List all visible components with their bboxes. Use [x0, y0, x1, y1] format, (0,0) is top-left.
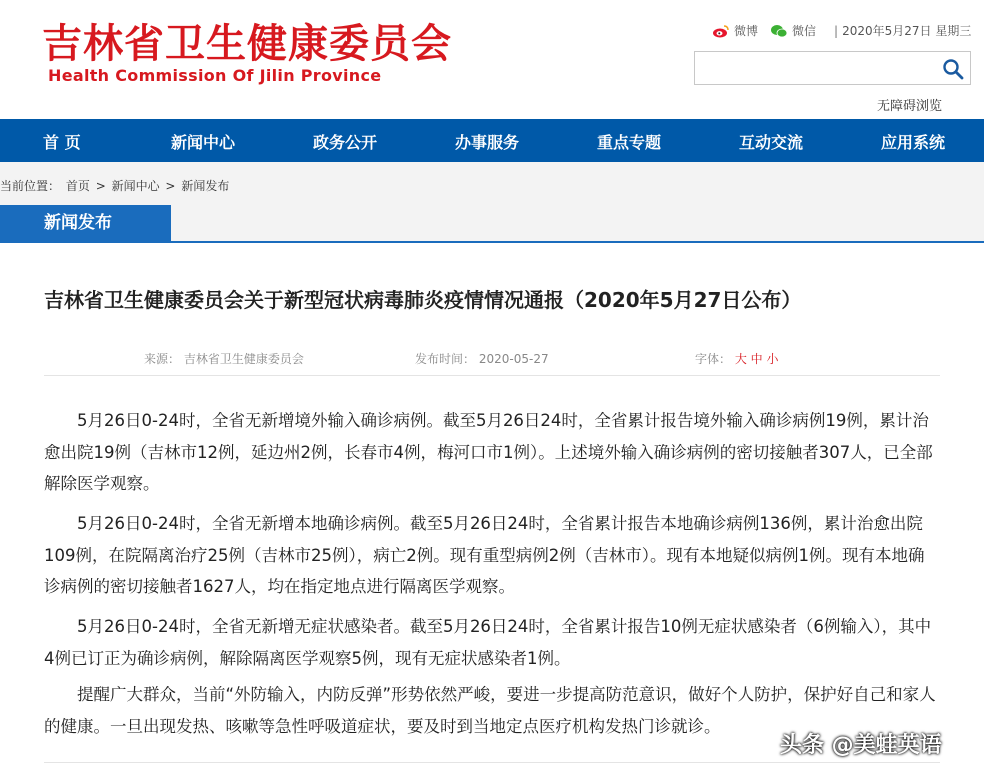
- article-meta: [44, 338, 940, 376]
- paragraph-3: 5月26日0-24时，全省无新增无症状感染者。截至5月26日24时，全省累计报告10例无症状感染者（6例输入），其中4例已订正为确诊病例，解除隔离医学观察5例，现有无症状感染者1例。: [44, 617, 932, 668]
- source-label: 来源：: [144, 352, 181, 366]
- breadcrumb-prefix: 当前位置：: [0, 179, 61, 193]
- paragraph-4: 提醒广大群众，当前“外防输入，内防反弹”形势依然严峻，要进一步提高防范意识，做好个人防护，保护好自己和家人的健康。一旦出现发热、咳嗽等急性呼吸道症状，要及时到当地定点医疗机构发热门诊就诊。: [44, 685, 936, 736]
- source-value: 吉林省卫生健康委员会: [183, 352, 304, 366]
- nav-item-government[interactable]: 政务公开: [313, 133, 378, 152]
- watermark: 头条 @美蛙英语: [780, 733, 942, 758]
- breadcrumb-item-news[interactable]: 新闻中心: [111, 179, 160, 193]
- date-value: 2020-05-27: [478, 352, 549, 366]
- breadcrumb-separator: >: [95, 179, 106, 193]
- wechat-label: 微信: [792, 24, 817, 38]
- main-nav: [0, 119, 984, 162]
- breadcrumb-item-home[interactable]: 首页: [65, 179, 90, 193]
- weibo-link[interactable]: [712, 22, 758, 39]
- article-divider: [44, 762, 940, 763]
- nav-item-news[interactable]: 新闻中心: [171, 133, 236, 152]
- search-input[interactable]: [695, 52, 935, 84]
- current-date: 2020年5月27日 星期三: [842, 24, 972, 38]
- search-icon[interactable]: [942, 58, 964, 80]
- nav-item-services[interactable]: 办事服务: [455, 133, 520, 152]
- site-logo-cn[interactable]: 吉林省卫生健康委员会: [42, 21, 452, 67]
- section-divider: [0, 241, 984, 243]
- breadcrumb-separator: >: [165, 179, 176, 193]
- nav-item-interaction[interactable]: 互动交流: [739, 133, 804, 152]
- weibo-icon: [712, 24, 730, 38]
- paragraph-2: 5月26日0-24时，全省无新增本地确诊病例。截至5月26日24时，全省累计报告本地确诊病例136例，累计治愈出院109例，在院隔离治疗25例（吉林市25例），病亡2例。现有重型病例2例（吉林市）。现有本地疑似病例1例。现有本地确诊病例的密切接触者1627人，均在指定地点进行隔离医学观察。: [44, 514, 925, 596]
- fontsize-options[interactable]: 大 中 小: [734, 352, 779, 366]
- site-logo-en[interactable]: Health Commission Of Jilin Province: [48, 66, 382, 85]
- article-paragraph: [44, 611, 940, 674]
- breadcrumb-item-release[interactable]: 新闻发布: [181, 179, 230, 193]
- article-title: 吉林省卫生健康委员会关于新型冠状病毒肺炎疫情情况通报（2020年5月27日公布）: [44, 288, 802, 312]
- search-box: [694, 51, 971, 85]
- article-paragraph: [44, 508, 940, 603]
- date-separator: |: [834, 23, 839, 38]
- nav-item-home[interactable]: 首 页: [43, 133, 81, 152]
- accessibility-link[interactable]: 无障碍浏览: [877, 99, 943, 114]
- weibo-label: 微博: [734, 24, 759, 38]
- top-links: [712, 22, 971, 39]
- paragraph-1: 5月26日0-24时，全省无新增境外输入确诊病例。截至5月26日24时，全省累计报告境外输入确诊病例19例，累计治愈出院19例（吉林市12例，延边州2例，长春市4例，梅河口市1例）。上述境外输入确诊病例的密切接触者307人，已全部解除医学观察。: [44, 411, 933, 493]
- site-header: [0, 0, 984, 119]
- nav-item-topics[interactable]: 重点专题: [597, 133, 662, 152]
- section-tab[interactable]: 新闻发布: [0, 205, 171, 242]
- fontsize-label: 字体：: [695, 352, 732, 366]
- font-size-control: [695, 350, 778, 367]
- breadcrumb: [0, 177, 231, 194]
- nav-item-apps[interactable]: 应用系统: [881, 133, 946, 152]
- wechat-link[interactable]: [770, 22, 816, 39]
- date-label: 发布时间：: [415, 352, 476, 366]
- article-paragraph: [44, 405, 940, 500]
- publish-date: [415, 350, 549, 367]
- source-info: [144, 350, 304, 367]
- wechat-icon: [770, 24, 788, 38]
